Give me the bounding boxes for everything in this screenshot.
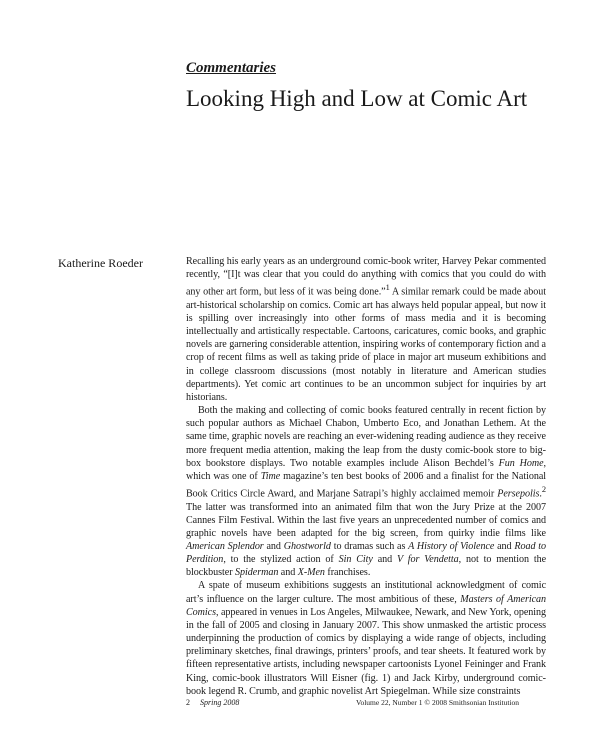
text-run: Recalling his early years as an underground comic-book writer, Harvey Pekar commented recently, “[I]t was clear that you could do anything with comics that you could do with any other art form, but less of it was being done.” <box>186 256 546 298</box>
italic-title: A History of Violence <box>408 541 495 552</box>
text-run: . <box>539 488 542 500</box>
text-run: A spate of museum exhibitions suggests an institutional acknowledgment of comic art’s influence on the larger culture. The most ambitious of these, <box>186 580 546 605</box>
text-run: and <box>494 541 515 552</box>
italic-title: Sin City <box>338 554 373 566</box>
text-run: , which was one of <box>186 457 546 482</box>
text-run: , not to mention the blockbuster <box>186 554 547 579</box>
article-body <box>186 255 546 698</box>
author-name: Katherine Roeder <box>58 256 143 270</box>
page-number: 2 <box>186 698 190 707</box>
italic-title: X-Men <box>297 567 325 579</box>
section-label: Commentaries <box>186 60 277 76</box>
italic-title: Ghostworld <box>283 541 331 552</box>
footnote-ref: 2 <box>541 485 546 495</box>
page-footer-left <box>186 698 239 707</box>
text-run: Both the making and collecting of comic books featured centrally in recent fiction by such popular authors as Michael Chabon, Umberto Eco, and Jonathan Lethem. At the same time, graphic novels are reaching an ever-widening reading audience as they receive more frequent media attention, making the leap from the dusty comic-book store to big-box bookstore displays. Two notable examples include Alison Bechdel’s <box>186 405 546 469</box>
italic-title: V for Vendetta <box>397 554 459 566</box>
text-run: , appeared in venues in Los Angeles, Milwaukee, Newark, and New York, opening in the fall of 2005 and closing in January 2007. This show unmasked the artistic process underpinning the production of comics by displaying a wide range of objects, including preliminary sketches, final drawings, printers’ proofs, and tear sheets. It featured work by fifteen representative artists, including newspaper cartoonists Lyonel Feininger and Frank King, comic-book illustrators Will Eisner (fig. 1) and Jack Kirby, underground comic-book legend R. Crumb, and graphic novelist Art Spiegelman. While size constraints <box>186 606 546 697</box>
text-run: and <box>372 554 397 566</box>
text-run: magazine’s ten best books of 2006 and a finalist for the National Book Critics Circle Award, and Marjane Satrapi’s highly acclaimed memoir <box>186 470 547 500</box>
text-run: A similar remark could be made about art-historical scholarship on comics. Comic art has always held popular appeal, but now it is spilling over increasingly into other forms of mass media and it is becoming intellectually and artistically respectable. Cartoons, caricatures, comic books, and graphic novels are garnering considerable attention, inspiring works of contemporary fiction and a crop of recent films as well as taking pride of place in major art museum exhibitions and in college classroom discussions (most notably in literature and American studies departments). Yet comic art continues to be an uncommon subject for inquiries by art historians. <box>186 286 547 403</box>
issue-label: Spring 2008 <box>200 698 240 707</box>
italic-title: Time <box>260 470 281 482</box>
text-run: , to the stylized action of <box>223 554 339 566</box>
text-run: franchises. <box>324 567 371 579</box>
italic-title: Road to Perdition <box>186 541 547 566</box>
italic-title: Spiderman <box>235 567 279 579</box>
body-paragraph <box>186 255 546 404</box>
body-paragraph <box>186 404 546 579</box>
journal-citation: Volume 22, Number 1 © 2008 Smithsonian Institution <box>356 698 520 707</box>
text-run: and <box>278 567 298 579</box>
italic-title: Masters of American Comics <box>186 593 546 618</box>
text-run: The latter was transformed into an animated film that won the Jury Prize at the 2007 Cannes Film Festival. Within the last five years an unprecedented number of comics and graphic novels have been adapted for the big screen, from quirky indie films like <box>186 501 546 539</box>
body-paragraph <box>186 579 546 697</box>
article-title: Looking High and Low at Comic Art <box>186 86 528 111</box>
italic-title: Persepolis <box>497 488 540 500</box>
text-run: and <box>263 541 284 552</box>
italic-title: American Splendor <box>186 541 264 552</box>
italic-title: Fun Home <box>498 457 544 469</box>
text-run: to dramas such as <box>330 541 409 552</box>
footnote-ref: 1 <box>385 283 390 293</box>
